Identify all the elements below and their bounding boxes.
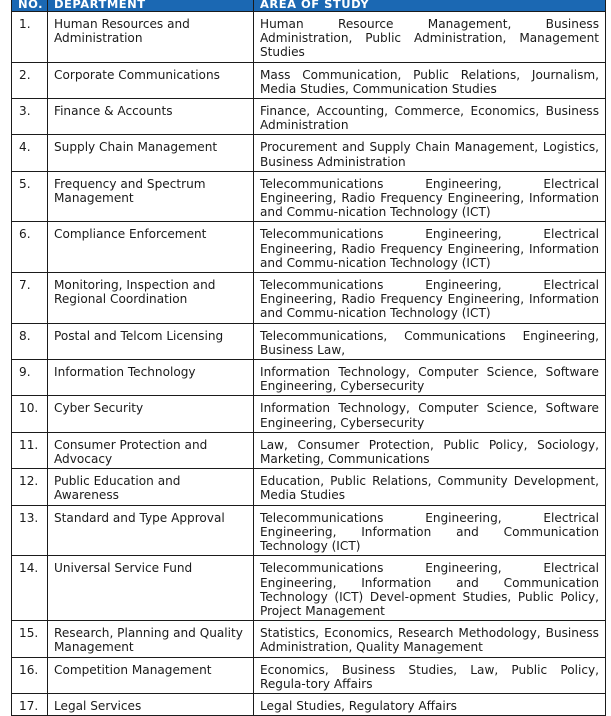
row-department: Cyber Security — [48, 396, 254, 432]
row-area-of-study: Telecommunications, Communications Engineering, Business Law, — [254, 323, 606, 359]
row-number: 8. — [12, 323, 48, 359]
row-department: Standard and Type Approval — [48, 505, 254, 556]
row-number: 6. — [12, 222, 48, 273]
table-row — [12, 693, 606, 715]
table-row — [12, 135, 606, 171]
row-area-of-study: Telecommunications Engineering, Electrical Engineering, Radio Frequency Engineering, Information and Commu-nication Technology (ICT) — [254, 222, 606, 273]
header-department: DEPARTMENT — [48, 0, 254, 12]
row-area-of-study: Human Resource Management, Business Administration, Public Administration, Management Studies — [254, 12, 606, 63]
row-area-of-study: Finance, Accounting, Commerce, Economics, Business Administration — [254, 99, 606, 135]
table-row — [12, 62, 606, 98]
row-area-of-study: Telecommunications Engineering, Electrical Engineering, Radio Frequency Engineering, Information and Commu-nication Technology (ICT) — [254, 273, 606, 324]
row-department: Finance & Accounts — [48, 99, 254, 135]
table-row — [12, 222, 606, 273]
row-department: Universal Service Fund — [48, 556, 254, 621]
header-area-of-study: AREA OF STUDY — [254, 0, 606, 12]
row-department: Corporate Communications — [48, 62, 254, 98]
row-department: Competition Management — [48, 657, 254, 693]
row-area-of-study: Telecommunications Engineering, Electrical Engineering, Radio Frequency Engineering, Information and Commu-nication Technology (ICT) — [254, 171, 606, 222]
row-number: 10. — [12, 396, 48, 432]
table-row — [12, 12, 606, 63]
table-row — [12, 273, 606, 324]
row-area-of-study: Telecommunications Engineering, Electrical Engineering, Information and Communication Technology (ICT) Devel-opment Studies, Public Policy, Project Management — [254, 556, 606, 621]
row-number: 2. — [12, 62, 48, 98]
row-number: 17. — [12, 693, 48, 715]
row-department: Frequency and Spectrum Management — [48, 171, 254, 222]
row-department: Research, Planning and Quality Management — [48, 621, 254, 657]
row-area-of-study: Information Technology, Computer Science, Software Engineering, Cybersecurity — [254, 360, 606, 396]
row-number: 1. — [12, 12, 48, 63]
row-department: Information Technology — [48, 360, 254, 396]
row-department: Consumer Protection and Advocacy — [48, 432, 254, 468]
table-row — [12, 469, 606, 505]
row-area-of-study: Mass Communication, Public Relations, Journalism, Media Studies, Communication Studies — [254, 62, 606, 98]
row-area-of-study: Legal Studies, Regulatory Affairs — [254, 693, 606, 715]
row-number: 7. — [12, 273, 48, 324]
row-number: 9. — [12, 360, 48, 396]
row-number: 3. — [12, 99, 48, 135]
row-area-of-study: Procurement and Supply Chain Management, Logistics, Business Administration — [254, 135, 606, 171]
row-area-of-study: Education, Public Relations, Community Development, Media Studies — [254, 469, 606, 505]
row-number: 5. — [12, 171, 48, 222]
header-no: NO. — [12, 0, 48, 12]
row-number: 4. — [12, 135, 48, 171]
row-number: 13. — [12, 505, 48, 556]
row-number: 15. — [12, 621, 48, 657]
row-number: 11. — [12, 432, 48, 468]
table-header-row — [12, 0, 606, 12]
row-area-of-study: Law, Consumer Protection, Public Policy, Sociology, Marketing, Communications — [254, 432, 606, 468]
row-number: 16. — [12, 657, 48, 693]
row-department: Human Resources and Administration — [48, 12, 254, 63]
department-study-table — [11, 0, 606, 716]
row-number: 12. — [12, 469, 48, 505]
row-department: Supply Chain Management — [48, 135, 254, 171]
row-department: Legal Services — [48, 693, 254, 715]
row-department: Postal and Telcom Licensing — [48, 323, 254, 359]
row-department: Compliance Enforcement — [48, 222, 254, 273]
table-row — [12, 621, 606, 657]
table-row — [12, 99, 606, 135]
row-area-of-study: Information Technology, Computer Science, Software Engineering, Cybersecurity — [254, 396, 606, 432]
table-row — [12, 396, 606, 432]
row-area-of-study: Economics, Business Studies, Law, Public Policy, Regula-tory Affairs — [254, 657, 606, 693]
table-row — [12, 505, 606, 556]
row-department: Monitoring, Inspection and Regional Coordination — [48, 273, 254, 324]
row-area-of-study: Statistics, Economics, Research Methodology, Business Administration, Quality Management — [254, 621, 606, 657]
table-row — [12, 556, 606, 621]
table-row — [12, 432, 606, 468]
table-row — [12, 171, 606, 222]
row-department: Public Education and Awareness — [48, 469, 254, 505]
row-area-of-study: Telecommunications Engineering, Electrical Engineering, Information and Communication Technology (ICT) — [254, 505, 606, 556]
table-row — [12, 360, 606, 396]
row-number: 14. — [12, 556, 48, 621]
table-row — [12, 657, 606, 693]
table-row — [12, 323, 606, 359]
